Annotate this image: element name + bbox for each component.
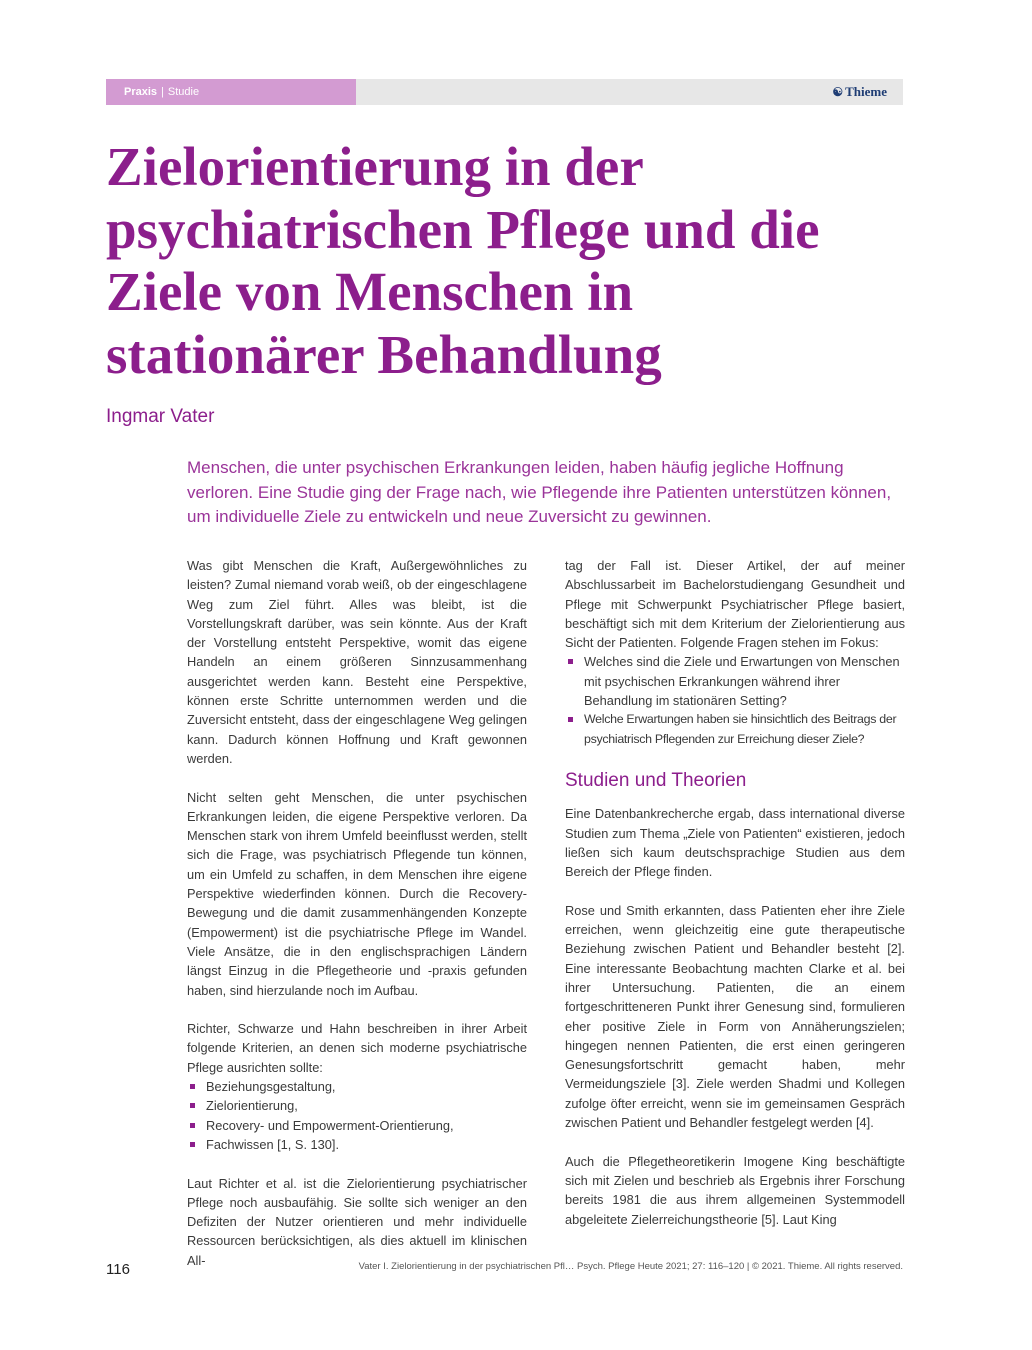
right-column xyxy=(565,556,905,1248)
questions-list xyxy=(565,652,905,748)
paragraph: Nicht selten geht Menschen, die unter psychischen Erkrankungen leiden, die eigene Perspektive verloren. Da Menschen stark von ihrem Umfeld beeinflusst werden, stellt sich die Frage, was psychiatrisch Pflegende tun können, um ein Umfeld zu schaffen, in dem Menschen ihre eigene Perspektive wiederfinden können. Durch die Recovery-Bewegung und die damit zusammenhängenden Konzepte (Empowerment) ist die psychiatrische Pflege im Wandel. Viele Ansätze, die in den englischsprachigen Ländern längst Einzug in die Pflegetheorie und -praxis gefunden haben, sind hierzulande noch im Aufbau. xyxy=(187,789,527,998)
list-item: Zielorientierung, xyxy=(187,1096,527,1115)
header-bar xyxy=(106,79,903,105)
subsection-label: Studie xyxy=(167,86,200,98)
list-item: Beziehungsgestaltung, xyxy=(187,1077,527,1096)
list-item: Welches sind die Ziele und Erwartungen von Menschen mit psychischen Erkrankungen während ihrer Behandlung im stationären Setting? xyxy=(565,652,905,710)
thieme-logo-icon: ☯ xyxy=(832,85,844,99)
list-item: Fachwissen [1, S. 130]. xyxy=(187,1135,527,1154)
publisher-name: Thieme xyxy=(845,84,887,99)
list-item: Welche Erwartungen haben sie hinsichtlich des Beitrags der psychiatrisch Pflegenden zur Erreichung dieser Ziele? xyxy=(565,710,905,749)
article-author: Ingmar Vater xyxy=(106,406,215,427)
paragraph: Richter, Schwarze und Hahn beschreiben in ihrer Arbeit folgende Kriterien, an denen sich moderne psychiatrische Pflege ausrichten sollte: xyxy=(187,1021,527,1075)
article-lead: Menschen, die unter psychischen Erkrankungen leiden, haben häufig jegliche Hoffnung verloren. Eine Studie ging der Frage nach, wie Pflegende ihre Patienten unterstützen können, um individuelle Ziele zu entwickeln und neue Zuversicht zu gewinnen. xyxy=(187,458,892,526)
paragraph: tag der Fall ist. Dieser Artikel, der auf meiner Abschlussarbeit im Bachelorstudiengang Gesundheit und Pflege mit Schwerpunkt Psychiatrischer Pflege basiert, beschäftigt sich mit dem Kriterium der Zielorientierung aus Sicht der Patienten. Folgende Fragen stehen im Fokus: xyxy=(565,558,905,651)
paragraph: Eine Datenbankrecherche ergab, dass international diverse Studien zum Thema „Ziele von Patienten“ existieren, jedoch ließen sich kaum deutschsprachige Studien aus dem Bereich der Pflege finden. xyxy=(565,806,905,880)
section-tag: Praxis | Studie xyxy=(106,79,356,105)
paragraph: Was gibt Menschen die Kraft, Außergewöhnliches zu leisten? Zumal niemand vorab weiß, ob der eingeschlagene Weg zum Ziel führt. Alles was bleibt, ist die Vorstellungskraft darüber, was sein könnte. Aus der Kraft der Vorstellung entsteht Perspektive, womit das eigene Handeln an einem größeren Sinnzusammenhang ausgerichtet werden kann. Besteht eine Perspektive, können erste Schritte unternommen werden und die Zuversicht entsteht, dass der eingeschlagene Weg gelingen kann. Dadurch können Hoffnung und Kraft gewonnen werden. xyxy=(187,558,527,766)
left-column xyxy=(187,556,527,1289)
criteria-list xyxy=(187,1077,527,1154)
paragraph: Rose und Smith erkannten, dass Patienten eher ihre Ziele erreichen, wenn gleichzeitig eine gute therapeutische Beziehung zwischen Patient und Behandler besteht [2]. Eine interessante Beobachtung machten Clarke et al. bei ihrer Untersuchung. Patienten, die an einem fortgeschritteneren Punkt ihrer Genesung sind, formulieren eher positive Ziele in Form von Annäherungszielen; hingegen nennen Patienten, die erst einen geringeren Genesungsfortschritt gemacht haben, mehr Vermeidungsziele [3]. Ziele werden Shadmi und Kollegen zufolge öfter erreicht, wenn sie im gemeinsamen Gespräch zwischen Patient und Behandler festgelegt werden [4]. xyxy=(565,902,905,1131)
section-label: Praxis xyxy=(124,86,158,98)
list-item: Recovery- und Empowerment-Orientierung, xyxy=(187,1116,527,1135)
publisher-logo xyxy=(832,79,887,105)
footer-citation: Vater I. Zielorientierung in der psychiatrischen Pfl… Psych. Pflege Heute 2021; 27: 116–120 | © 2021. Thieme. All rights reserved. xyxy=(358,1261,903,1272)
paragraph: Auch die Pflegetheoretikerin Imogene King beschäftigte sich mit Zielen und beschrieb als Ergebnis ihrer Forschung bereits 1981 die aus ihrem allgemeinen Systemmodell abgeleitete Zielerreichungstheorie [5]. Laut King xyxy=(565,1153,905,1227)
article-title: Zielorientierung in der psychiatrischen Pflege und die Ziele von Menschen in stationärer Behandlung xyxy=(106,136,820,385)
paragraph: Laut Richter et al. ist die Zielorientierung psychiatrischer Pflege noch ausbaufähig. Sie sollte sich weniger an den Defiziten der Nutzer orientieren und mehr individuelle Ressourcen berücksichtigen, als dies aktuell im klinischen All- xyxy=(187,1175,527,1268)
page-number: 116 xyxy=(106,1261,130,1278)
section-heading: Studien und Theorien xyxy=(565,770,747,792)
